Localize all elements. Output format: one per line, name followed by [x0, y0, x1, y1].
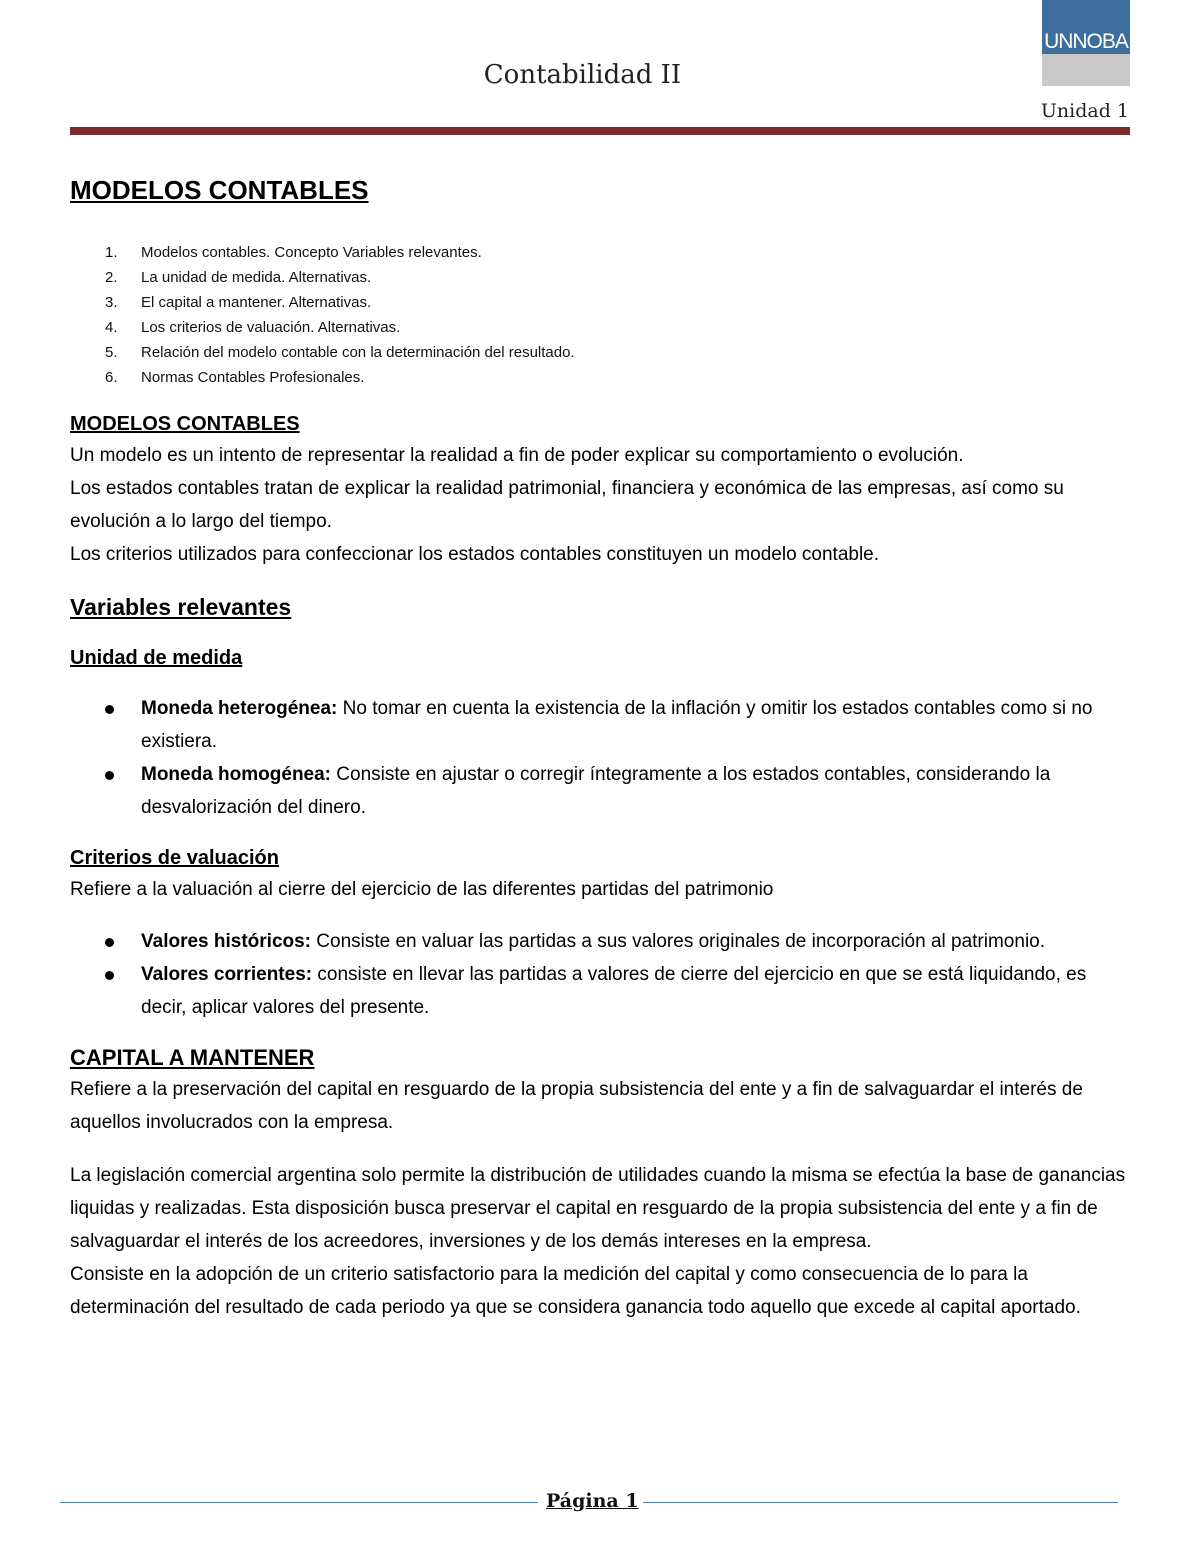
subheading-unidad-medida: Unidad de medida	[70, 647, 243, 669]
subheading-criterios: Criterios de valuación	[70, 847, 279, 869]
bullet-icon	[105, 971, 114, 980]
paragraph: Consiste en la adopción de un criterio satisfactorio para la medición del capital y como consecuencia de lo para la determinación del resultado de cada periodo ya que se considera ganancia todo aquello que excede al capital aportado.	[70, 1264, 1081, 1318]
paragraph: La legislación comercial argentina solo permite la distribución de utilidades cuando la misma se efectúa la base de ganancias liquidas y realizadas. Esta disposición busca preservar el capital en resguardo de la propia subsistencia del ente y a fin de salvaguardar el interés de los acreedores, inversiones y de los demás intereses en la empresa.	[70, 1165, 1126, 1252]
logo-grey-block	[1042, 54, 1130, 86]
header-unit: Unidad 1	[1040, 100, 1129, 122]
section-heading-capital: CAPITAL A MANTENER	[70, 1045, 315, 1070]
footer-rule-left	[60, 1502, 538, 1503]
document-body	[70, 172, 1130, 1324]
header-title: Contabilidad II	[483, 60, 682, 90]
toc-item: 4. Los criterios de valuación. Alternativas.	[105, 319, 401, 336]
toc-item: 2. La unidad de medida. Alternativas.	[105, 269, 372, 286]
paragraph: Los criterios utilizados para confeccionar los estados contables constituyen un modelo contable.	[70, 544, 880, 565]
toc-item: 3. El capital a mantener. Alternativas.	[105, 294, 372, 311]
list-item: Moneda heterogénea: No tomar en cuenta la existencia de la inflación y omitir los estados contables como si no existiera.	[70, 692, 1130, 758]
toc-item: 5. Relación del modelo contable con la determinación del resultado.	[105, 344, 575, 361]
bullet-icon	[105, 705, 114, 714]
bullet-icon	[105, 938, 114, 947]
logo-text: UNNOBA	[1044, 30, 1128, 53]
bullet-icon	[105, 771, 114, 780]
list-item: Valores corrientes: consiste en llevar las partidas a valores de cierre del ejercicio en que se está liquidando, es decir, aplicar valores del presente.	[70, 958, 1130, 1024]
list-item: Moneda homogénea: Consiste en ajustar o corregir íntegramente a los estados contables, considerando la desvalorización del dinero.	[70, 758, 1130, 824]
section-heading-variables: Variables relevantes	[70, 594, 292, 620]
unnoba-logo	[1042, 0, 1130, 86]
page-number: Página 1	[546, 1490, 639, 1512]
toc-item: 1. Modelos contables. Concepto Variables relevantes.	[105, 244, 482, 261]
paragraph: Refiere a la valuación al cierre del ejercicio de las diferentes partidas del patrimonio	[70, 879, 774, 900]
section-heading-modelos: MODELOS CONTABLES	[70, 413, 300, 435]
header-rule	[70, 127, 1130, 135]
toc-item: 6. Normas Contables Profesionales.	[105, 369, 365, 386]
document-title: MODELOS CONTABLES	[70, 175, 369, 205]
unidad-medida-list	[70, 692, 1130, 824]
paragraph: Los estados contables tratan de explicar la realidad patrimonial, financiera y económica de las empresas, así como su evolución a lo largo del tiempo.	[70, 478, 1064, 532]
paragraph: Un modelo es un intento de representar la realidad a fin de poder explicar su comportamiento o evolución.	[70, 445, 964, 466]
criterios-list	[70, 925, 1130, 1024]
paragraph: Refiere a la preservación del capital en resguardo de la propia subsistencia del ente y a fin de salvaguardar el interés de aquellos involucrados con la empresa.	[70, 1079, 1083, 1133]
footer-rule-right	[643, 1502, 1118, 1503]
list-item: Valores históricos: Consiste en valuar las partidas a sus valores originales de incorporación al patrimonio.	[70, 925, 1130, 958]
table-of-contents	[70, 240, 1130, 390]
